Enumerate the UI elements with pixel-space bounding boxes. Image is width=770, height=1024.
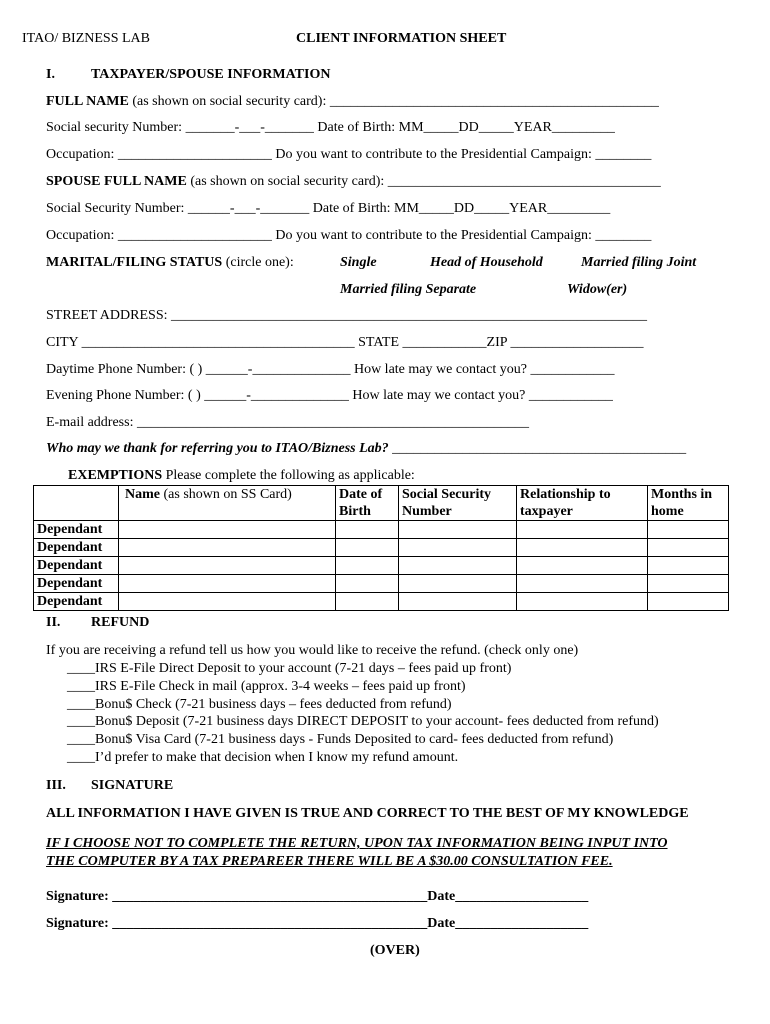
name-header-rest: (as shown on SS Card) bbox=[160, 487, 292, 502]
table-row bbox=[34, 575, 729, 593]
dependent-months-cell[interactable] bbox=[648, 521, 729, 539]
spouse-ssn-dob-field[interactable]: Social Security Number: ______-___-_______ Date of Birth: MM_____DD_____YEAR_________ bbox=[46, 201, 611, 216]
dependent-ssn-cell[interactable] bbox=[399, 539, 517, 557]
exemptions-label: EXEMPTIONS bbox=[68, 468, 163, 483]
dependent-dob-cell[interactable] bbox=[336, 557, 399, 575]
spouse-name-field[interactable] bbox=[46, 174, 661, 190]
row-label: Dependant bbox=[34, 593, 119, 611]
dependent-relationship-cell[interactable] bbox=[517, 521, 648, 539]
section2-number: II. bbox=[46, 615, 61, 630]
refund-option-irs-check[interactable]: ____IRS E-File Check in mail (approx. 3-4 weeks – fees paid up front) bbox=[67, 679, 466, 694]
row-label: Dependant bbox=[34, 521, 119, 539]
dependent-name-cell[interactable] bbox=[119, 557, 336, 575]
ssn-dob-field[interactable]: Social security Number: _______-___-_______ Date of Birth: MM_____DD_____YEAR_________ bbox=[46, 120, 615, 135]
daytime-phone-field[interactable]: Daytime Phone Number: ( ) ______-______________ How late may we contact you? ____________ bbox=[46, 362, 615, 377]
section1-title: TAXPAYER/SPOUSE INFORMATION bbox=[91, 67, 331, 82]
dependent-dob-cell[interactable] bbox=[336, 593, 399, 611]
dependent-ssn-cell[interactable] bbox=[399, 593, 517, 611]
spouse-name-label: SPOUSE FULL NAME bbox=[46, 174, 187, 189]
consultation-fee-notice-line1: IF I CHOOSE NOT TO COMPLETE THE RETURN, UPON TAX INFORMATION BEING INPUT INTO bbox=[46, 836, 668, 851]
dependent-months-cell[interactable] bbox=[648, 575, 729, 593]
referral-field[interactable] bbox=[46, 441, 686, 457]
dependent-months-cell[interactable] bbox=[648, 557, 729, 575]
exemptions-instructions: Please complete the following as applicable: bbox=[162, 468, 415, 483]
dependent-dob-cell[interactable] bbox=[336, 539, 399, 557]
marital-status-label bbox=[46, 255, 294, 271]
status-single[interactable]: Single bbox=[340, 255, 377, 270]
table-row bbox=[34, 521, 729, 539]
org-name: ITAO/ BIZNESS LAB bbox=[22, 31, 150, 46]
signature-field-1[interactable]: Signature: _____________________________________________Date___________________ bbox=[46, 889, 589, 904]
status-widow[interactable]: Widow(er) bbox=[567, 282, 628, 297]
col-header-dob: Date of Birth bbox=[336, 486, 399, 521]
section3-title: SIGNATURE bbox=[91, 778, 174, 793]
dependents-table bbox=[33, 485, 729, 611]
certification-statement: ALL INFORMATION I HAVE GIVEN IS TRUE AND CORRECT TO THE BEST OF MY KNOWLEDGE bbox=[46, 806, 689, 821]
dependent-ssn-cell[interactable] bbox=[399, 575, 517, 593]
referral-question: Who may we thank for referring you to ITAO/Bizness Lab? bbox=[46, 441, 389, 456]
dependent-name-cell[interactable] bbox=[119, 539, 336, 557]
col-header-ssn: Social Security Number bbox=[399, 486, 517, 521]
spouse-name-rest: (as shown on social security card): _______________________________________ bbox=[186, 174, 661, 189]
dependent-dob-cell[interactable] bbox=[336, 521, 399, 539]
refund-option-irs-direct-deposit[interactable]: ____IRS E-File Direct Deposit to your account (7-21 days – fees paid up front) bbox=[67, 661, 512, 676]
signature-field-2[interactable]: Signature: _____________________________________________Date___________________ bbox=[46, 916, 589, 931]
city-state-zip-field[interactable]: CITY _______________________________________ STATE ____________ZIP ___________________ bbox=[46, 335, 644, 350]
dependent-months-cell[interactable] bbox=[648, 539, 729, 557]
dependent-name-cell[interactable] bbox=[119, 521, 336, 539]
dependent-relationship-cell[interactable] bbox=[517, 575, 648, 593]
refund-option-bonus-deposit[interactable]: ____Bonu$ Deposit (7-21 business days DIRECT DEPOSIT to your account- fees deducted from refund) bbox=[67, 714, 659, 729]
dependent-relationship-cell[interactable] bbox=[517, 539, 648, 557]
status-head-of-household[interactable]: Head of Household bbox=[430, 255, 543, 270]
refund-option-decide-later[interactable]: ____I’d prefer to make that decision when I know my refund amount. bbox=[67, 750, 459, 765]
marital-rest: (circle one): bbox=[222, 255, 294, 270]
table-row bbox=[34, 557, 729, 575]
name-header-bold: Name bbox=[125, 487, 160, 502]
full-name-label: FULL NAME bbox=[46, 94, 129, 109]
col-header-name bbox=[119, 486, 336, 521]
row-label: Dependant bbox=[34, 575, 119, 593]
dependent-name-cell[interactable] bbox=[119, 575, 336, 593]
col-header-months: Months in home bbox=[648, 486, 729, 521]
section1-number: I. bbox=[46, 67, 55, 82]
email-field[interactable]: E-mail address: ________________________________________________________ bbox=[46, 415, 529, 430]
page-title: CLIENT INFORMATION SHEET bbox=[296, 31, 507, 46]
full-name-rest: (as shown on social security card): _______________________________________________ bbox=[128, 94, 659, 109]
row-label: Dependant bbox=[34, 557, 119, 575]
dependent-ssn-cell[interactable] bbox=[399, 521, 517, 539]
section2-title: REFUND bbox=[91, 615, 150, 630]
dependent-months-cell[interactable] bbox=[648, 593, 729, 611]
table-header-row bbox=[34, 486, 729, 521]
dependent-relationship-cell[interactable] bbox=[517, 557, 648, 575]
full-name-field[interactable] bbox=[46, 94, 659, 110]
table-corner-cell bbox=[34, 486, 119, 521]
refund-option-bonus-check[interactable]: ____Bonu$ Check (7-21 business days – fees deducted from refund) bbox=[67, 697, 452, 712]
evening-phone-field[interactable]: Evening Phone Number: ( ) ______-______________ How late may we contact you? ____________ bbox=[46, 388, 613, 403]
dependent-ssn-cell[interactable] bbox=[399, 557, 517, 575]
marital-label: MARITAL/FILING STATUS bbox=[46, 255, 223, 270]
consultation-fee-notice-line2: THE COMPUTER BY A TAX PREPAREER THERE WILL BE A $30.00 CONSULTATION FEE. bbox=[46, 854, 613, 869]
col-header-relationship: Relationship to taxpayer bbox=[517, 486, 648, 521]
occupation-field[interactable]: Occupation: ______________________ Do you want to contribute to the Presidential Campaign: ________ bbox=[46, 147, 652, 162]
dependent-name-cell[interactable] bbox=[119, 593, 336, 611]
refund-intro: If you are receiving a refund tell us how you would like to receive the refund. (check only one) bbox=[46, 643, 579, 658]
referral-blank: __________________________________________ bbox=[388, 441, 687, 456]
status-married-separate[interactable]: Married filing Separate bbox=[340, 282, 477, 297]
row-label: Dependant bbox=[34, 539, 119, 557]
exemptions-heading bbox=[68, 468, 415, 484]
status-married-joint[interactable]: Married filing Joint bbox=[581, 255, 697, 270]
over-indicator: (OVER) bbox=[370, 943, 420, 958]
street-address-field[interactable]: STREET ADDRESS: ____________________________________________________________________ bbox=[46, 308, 647, 323]
dependent-relationship-cell[interactable] bbox=[517, 593, 648, 611]
dependent-dob-cell[interactable] bbox=[336, 575, 399, 593]
refund-option-bonus-visa[interactable]: ____Bonu$ Visa Card (7-21 business days - Funds Deposited to card- fees deducted from refund) bbox=[67, 732, 614, 747]
spouse-occupation-field[interactable]: Occupation: ______________________ Do you want to contribute to the Presidential Campaign: ________ bbox=[46, 228, 652, 243]
table-row bbox=[34, 539, 729, 557]
section3-number: III. bbox=[46, 778, 66, 793]
table-row bbox=[34, 593, 729, 611]
